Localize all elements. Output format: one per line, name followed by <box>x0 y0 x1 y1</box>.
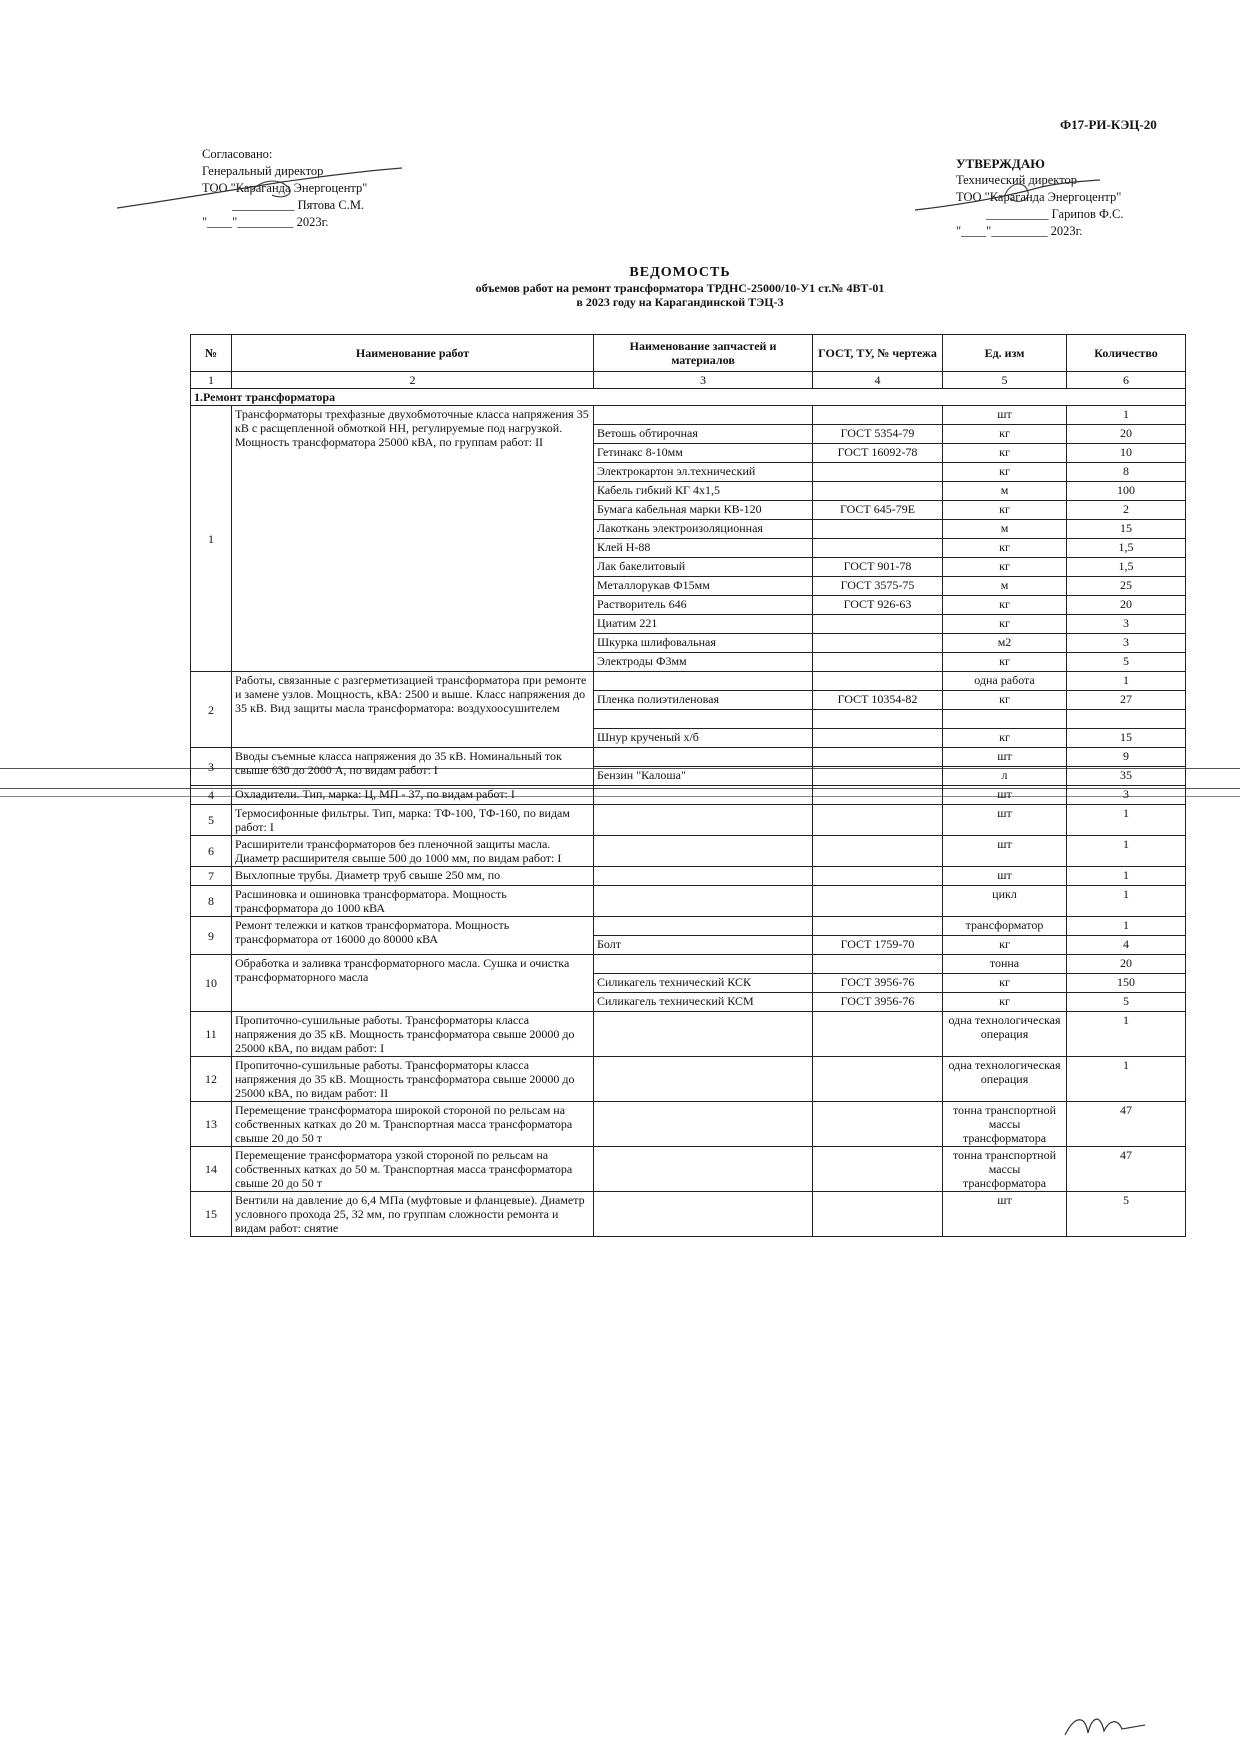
gost-code: ГОСТ 16092-78 <box>813 444 943 463</box>
document-code: Ф17-РИ-КЭЦ-20 <box>1060 117 1157 132</box>
gost-code: ГОСТ 926-63 <box>813 596 943 615</box>
unit-cell: тонна <box>943 955 1067 974</box>
unit-cell: кг <box>943 444 1067 463</box>
row-number: 11 <box>191 1012 232 1057</box>
quantity-cell <box>1067 710 1186 729</box>
gost-code <box>813 710 943 729</box>
material-name: Растворитель 646 <box>594 596 813 615</box>
quantity-cell: 100 <box>1067 482 1186 501</box>
work-description: Работы, связанные с разгерметизацией трансформатора при ремонте и замене узлов. Мощность, кВА: 2500 и выше. Класс напряжения до 35 кВ. Вид защиты масла трансформатора: воздухоосушителем <box>232 672 594 748</box>
work-description: Термосифонные фильтры. Тип, марка: ТФ-100, ТФ-160, по видам работ: I <box>232 805 594 836</box>
gost-code: ГОСТ 3956-76 <box>813 974 943 993</box>
row-number: 2 <box>191 672 232 748</box>
material-name: Металлорукав Ф15мм <box>594 577 813 596</box>
quantity-cell: 1 <box>1067 1012 1186 1057</box>
unit-cell: шт <box>943 406 1067 425</box>
gost-code: ГОСТ 3575-75 <box>813 577 943 596</box>
quantity-cell: 25 <box>1067 577 1186 596</box>
section-row <box>191 389 1186 406</box>
quantity-cell: 20 <box>1067 596 1186 615</box>
works-table <box>190 334 1186 1237</box>
material-name: Клей Н-88 <box>594 539 813 558</box>
material-name: Бензин "Калоша" <box>594 767 813 786</box>
unit-cell: кг <box>943 653 1067 672</box>
material-name <box>594 1192 813 1237</box>
row-number: 12 <box>191 1057 232 1102</box>
table-row <box>191 672 1186 691</box>
gost-code <box>813 520 943 539</box>
gost-code <box>813 463 943 482</box>
quantity-cell: 47 <box>1067 1102 1186 1147</box>
gost-code <box>813 1147 943 1192</box>
header-quantity: Количество <box>1067 335 1186 372</box>
unit-cell: кг <box>943 539 1067 558</box>
work-description: Ремонт тележки и катков трансформатора. Мощность трансформатора от 16000 до 80000 кВА <box>232 917 594 955</box>
quantity-cell: 5 <box>1067 653 1186 672</box>
gost-code <box>813 406 943 425</box>
unit-cell: кг <box>943 558 1067 577</box>
gost-code <box>813 482 943 501</box>
material-name: Электрокартон эл.технический <box>594 463 813 482</box>
material-name <box>594 955 813 974</box>
table-row <box>191 748 1186 767</box>
row-number: 8 <box>191 886 232 917</box>
material-name <box>594 1102 813 1147</box>
quantity-cell: 5 <box>1067 993 1186 1012</box>
gost-code <box>813 767 943 786</box>
unit-cell: кг <box>943 596 1067 615</box>
material-name <box>594 1057 813 1102</box>
material-name <box>594 836 813 867</box>
gost-code <box>813 672 943 691</box>
unit-cell: м <box>943 520 1067 539</box>
unit-cell: одна технологическая операция <box>943 1057 1067 1102</box>
unit-cell: кг <box>943 501 1067 520</box>
quantity-cell: 1 <box>1067 406 1186 425</box>
approved-line: "____"_________ 2023г. <box>956 224 1083 238</box>
unit-cell: кг <box>943 993 1067 1012</box>
gost-code: ГОСТ 645-79Е <box>813 501 943 520</box>
table-header-row <box>191 335 1186 372</box>
row-number: 14 <box>191 1147 232 1192</box>
quantity-cell: 20 <box>1067 955 1186 974</box>
unit-cell: цикл <box>943 886 1067 917</box>
quantity-cell: 150 <box>1067 974 1186 993</box>
material-name <box>594 710 813 729</box>
material-name: Шкурка шлифовальная <box>594 634 813 653</box>
header-gost: ГОСТ, ТУ, № чертежа <box>813 335 943 372</box>
material-name <box>594 786 813 805</box>
material-name <box>594 406 813 425</box>
agreed-line: __________ Пятова С.М. <box>232 198 365 212</box>
work-description: Расшиновка и ошиновка трансформатора. Мощность трансформатора до 1000 кВА <box>232 886 594 917</box>
approved-line: Технический директор <box>956 173 1077 187</box>
unit-cell: шт <box>943 1192 1067 1237</box>
gost-code <box>813 539 943 558</box>
unit-cell: кг <box>943 936 1067 955</box>
material-name: Лак бакелитовый <box>594 558 813 577</box>
quantity-cell: 47 <box>1067 1147 1186 1192</box>
document-title: ВЕДОМОСТЬ <box>629 265 731 280</box>
approved-line: __________ Гарипов Ф.С. <box>986 207 1124 221</box>
row-number: 10 <box>191 955 232 1012</box>
gost-code <box>813 917 943 936</box>
section-title: 1.Ремонт трансформатора <box>191 389 1186 406</box>
index-cell: 3 <box>594 372 813 389</box>
gost-code: ГОСТ 3956-76 <box>813 993 943 1012</box>
quantity-cell: 1 <box>1067 867 1186 886</box>
work-description: Пропиточно-сушильные работы. Трансформаторы класса напряжения до 35 кВ. Мощность трансформатора свыше 20000 до 25000 кВА, по видам работ: I <box>232 1012 594 1057</box>
material-name: Пленка полиэтиленовая <box>594 691 813 710</box>
quantity-cell: 3 <box>1067 786 1186 805</box>
work-description: Перемещение трансформатора узкой стороной по рельсам на собственных катках до 50 м. Транспортная масса трансформатора свыше 20 до 50 т <box>232 1147 594 1192</box>
row-number: 9 <box>191 917 232 955</box>
table-row <box>191 886 1186 917</box>
gost-code: ГОСТ 1759-70 <box>813 936 943 955</box>
table-body <box>191 406 1186 1237</box>
agreed-line: ТОО "Караганда Энергоцентр" <box>202 181 368 195</box>
signature-left <box>112 160 412 220</box>
material-name: Электроды Ф3мм <box>594 653 813 672</box>
row-number: 3 <box>191 748 232 786</box>
unit-cell: л <box>943 767 1067 786</box>
gost-code <box>813 1102 943 1147</box>
table-row <box>191 1057 1186 1102</box>
row-number: 1 <box>191 406 232 672</box>
table-row <box>191 1012 1186 1057</box>
approved-heading: УТВЕРЖДАЮ <box>956 156 1045 171</box>
row-number: 7 <box>191 867 232 886</box>
quantity-cell: 3 <box>1067 615 1186 634</box>
unit-cell: шт <box>943 867 1067 886</box>
gost-code <box>813 805 943 836</box>
unit-cell: трансформатор <box>943 917 1067 936</box>
table-index-row <box>191 372 1186 389</box>
table-row <box>191 917 1186 936</box>
material-name: Циатим 221 <box>594 615 813 634</box>
gost-code <box>813 729 943 748</box>
work-description: Перемещение трансформатора широкой стороной по рельсам на собственных катках до 20 м. Транспортная масса трансформатора свыше 20 до 50 т <box>232 1102 594 1147</box>
material-name <box>594 748 813 767</box>
table-row <box>191 867 1186 886</box>
row-number: 4 <box>191 786 232 805</box>
quantity-cell: 3 <box>1067 634 1186 653</box>
gost-code: ГОСТ 10354-82 <box>813 691 943 710</box>
quantity-cell: 8 <box>1067 463 1186 482</box>
quantity-cell: 1,5 <box>1067 539 1186 558</box>
work-description: Выхлопные трубы. Диаметр труб свыше 250 мм, по <box>232 867 594 886</box>
material-name: Силикагель технический КСК <box>594 974 813 993</box>
index-cell: 4 <box>813 372 943 389</box>
unit-cell: кг <box>943 691 1067 710</box>
row-number: 6 <box>191 836 232 867</box>
unit-cell: м <box>943 482 1067 501</box>
table-row <box>191 406 1186 425</box>
material-name: Силикагель технический КСМ <box>594 993 813 1012</box>
header-unit: Ед. изм <box>943 335 1067 372</box>
gost-code <box>813 1192 943 1237</box>
gost-code <box>813 634 943 653</box>
page-initials-signature <box>1060 1705 1150 1745</box>
index-cell: 6 <box>1067 372 1186 389</box>
unit-cell: шт <box>943 836 1067 867</box>
gost-code <box>813 615 943 634</box>
unit-cell: тонна транспортной массы трансформатора <box>943 1147 1067 1192</box>
quantity-cell: 10 <box>1067 444 1186 463</box>
material-name <box>594 886 813 917</box>
material-name: Бумага кабельная марки КВ-120 <box>594 501 813 520</box>
unit-cell: кг <box>943 729 1067 748</box>
material-name: Гетинакс 8-10мм <box>594 444 813 463</box>
quantity-cell: 27 <box>1067 691 1186 710</box>
unit-cell: одна работа <box>943 672 1067 691</box>
gost-code: ГОСТ 5354-79 <box>813 425 943 444</box>
gost-code <box>813 653 943 672</box>
table-row <box>191 1192 1186 1237</box>
material-name: Шнур крученый х/б <box>594 729 813 748</box>
work-description: Обработка и заливка трансформаторного масла. Сушка и очистка трансформаторного масла <box>232 955 594 1012</box>
work-description: Охладители. Тип, марка: Ц, МП - 37, по видам работ: I <box>232 786 594 805</box>
index-cell: 2 <box>232 372 594 389</box>
table-row <box>191 955 1186 974</box>
work-description: Расширители трансформаторов без пленочной защиты масла. Диаметр расширителя свыше 500 до 1000 мм, по видам работ: I <box>232 836 594 867</box>
unit-cell: кг <box>943 615 1067 634</box>
gost-code <box>813 955 943 974</box>
quantity-cell: 1 <box>1067 805 1186 836</box>
unit-cell: шт <box>943 748 1067 767</box>
row-number: 15 <box>191 1192 232 1237</box>
unit-cell: м <box>943 577 1067 596</box>
document-subtitle: объемов работ на ремонт трансформатора ТРДНС-25000/10-У1 ст.№ 4ВТ-01 <box>475 281 885 295</box>
unit-cell: тонна транспортной массы трансформатора <box>943 1102 1067 1147</box>
gost-code <box>813 748 943 767</box>
signature-right <box>910 170 1110 220</box>
work-description: Вводы съемные класса напряжения до 35 кВ. Номинальный ток свыше 630 до 2000 А, по видам работ: I <box>232 748 594 786</box>
material-name: Кабель гибкий КГ 4х1,5 <box>594 482 813 501</box>
quantity-cell: 1 <box>1067 917 1186 936</box>
material-name <box>594 917 813 936</box>
unit-cell: кг <box>943 425 1067 444</box>
unit-cell: м2 <box>943 634 1067 653</box>
gost-code: ГОСТ 901-78 <box>813 558 943 577</box>
quantity-cell: 1 <box>1067 886 1186 917</box>
header-materials: Наименование запчастей и материалов <box>594 335 813 372</box>
unit-cell: одна технологическая операция <box>943 1012 1067 1057</box>
material-name <box>594 805 813 836</box>
material-name: Ветошь обтирочная <box>594 425 813 444</box>
quantity-cell: 1 <box>1067 1057 1186 1102</box>
approved-line: ТОО "Караганда Энергоцентр" <box>956 190 1122 204</box>
quantity-cell: 15 <box>1067 729 1186 748</box>
gost-code <box>813 836 943 867</box>
quantity-cell: 5 <box>1067 1192 1186 1237</box>
quantity-cell: 1 <box>1067 672 1186 691</box>
material-name <box>594 867 813 886</box>
material-name <box>594 1147 813 1192</box>
table-row <box>191 1147 1186 1192</box>
quantity-cell: 4 <box>1067 936 1186 955</box>
table-row <box>191 805 1186 836</box>
gost-code <box>813 886 943 917</box>
header-work: Наименование работ <box>232 335 594 372</box>
index-cell: 5 <box>943 372 1067 389</box>
quantity-cell: 35 <box>1067 767 1186 786</box>
row-number: 13 <box>191 1102 232 1147</box>
material-name: Лакоткань электроизоляционная <box>594 520 813 539</box>
table-row <box>191 786 1186 805</box>
quantity-cell: 1 <box>1067 836 1186 867</box>
unit-cell <box>943 710 1067 729</box>
table-row <box>191 1102 1186 1147</box>
title-block <box>380 265 980 309</box>
agreed-line: Согласовано: <box>202 147 273 161</box>
work-description: Трансформаторы трехфазные двухобмоточные класса напряжения 35 кВ с расщепленной обмоткой НН, регулируемые под нагрузкой. Мощность трансформатора 25000 кВА, по группам работ: II <box>232 406 594 672</box>
agreed-line: Генеральный директор <box>202 164 324 178</box>
gost-code <box>813 1012 943 1057</box>
table-row <box>191 836 1186 867</box>
material-name <box>594 672 813 691</box>
quantity-cell: 1,5 <box>1067 558 1186 577</box>
unit-cell: кг <box>943 463 1067 482</box>
quantity-cell: 2 <box>1067 501 1186 520</box>
material-name <box>594 1012 813 1057</box>
document-subtitle-location: в 2023 году на Карагандинской ТЭЦ-3 <box>576 295 784 309</box>
gost-code <box>813 1057 943 1102</box>
quantity-cell: 20 <box>1067 425 1186 444</box>
header-number: № <box>191 335 232 372</box>
work-description: Пропиточно-сушильные работы. Трансформаторы класса напряжения до 35 кВ. Мощность трансформатора свыше 20000 до 25000 кВА, по видам работ: II <box>232 1057 594 1102</box>
material-name: Болт <box>594 936 813 955</box>
agreed-line: "____"_________ 2023г. <box>202 215 329 229</box>
unit-cell: шт <box>943 805 1067 836</box>
unit-cell: кг <box>943 974 1067 993</box>
unit-cell: шт <box>943 786 1067 805</box>
gost-code <box>813 867 943 886</box>
work-description: Вентили на давление до 6,4 МПа (муфтовые и фланцевые). Диаметр условного прохода 25, 32 мм, по группам сложности ремонта и видам работ: снятие <box>232 1192 594 1237</box>
gost-code <box>813 786 943 805</box>
quantity-cell: 15 <box>1067 520 1186 539</box>
quantity-cell: 9 <box>1067 748 1186 767</box>
row-number: 5 <box>191 805 232 836</box>
index-cell: 1 <box>191 372 232 389</box>
